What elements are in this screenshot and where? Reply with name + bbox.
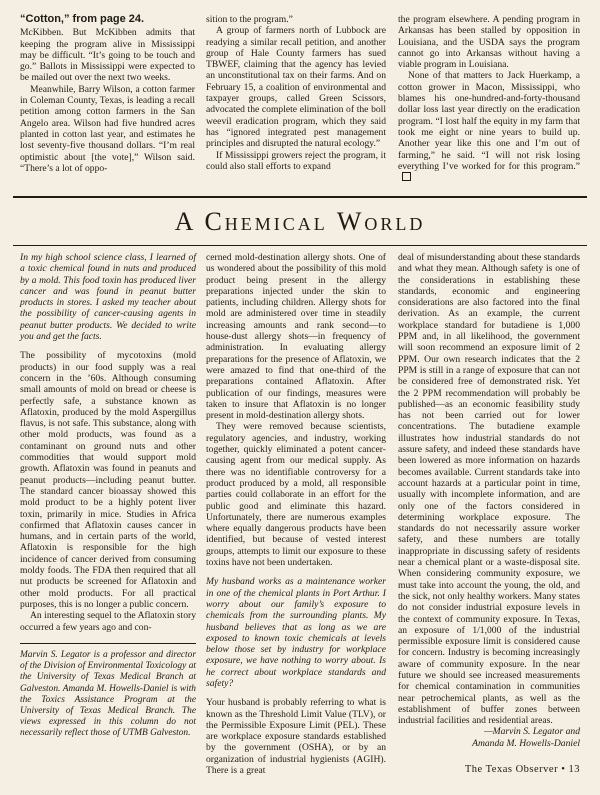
column-title: A Chemical World [174, 207, 426, 236]
answer-paragraph: An interesting sequel to the Aflatoxin story occurred a few years ago and con- [20, 610, 196, 633]
cotton-paragraph: sition to the program.” [206, 14, 293, 25]
cotton-paragraph: None of that matters to Jack Huerkamp, a cotton grower in Macon, Mississippi, who blames his one-hundred-and-forty-thousand dollar loss last year directly on the eradication program. “I lost half the equity in my farm that took me eight or nine years to build up. Another year like this one and I’m out of farming,” he said. “I will not risk losing everything I’ve worked for for this program.” [398, 70, 580, 183]
cotton-paragraph: A group of farmers north of Lubbock are readying a similar recall petition, and another group of Hale County farmers has sued TBWEF, claiming that the agency has levied an unconstitutional tax on their farms. And on February 15, a coalition of environmental and taxpayer groups, called Green Scissors, advocated the complete elimination of the boll weevil eradication program, which they said has “ignored integrated pest management principles and disrupted the natural ecology.” [206, 25, 386, 150]
answer-paragraph: They were removed because scientists, regulatory agencies, and industry, working together, quickly eliminated a potent cancer-causing agent from our medical supply. As there was no identifiable controversy for a product produced by a mold, all responsible parties could collaborate in an effort for the public good and eliminate this hazard. Unfortunately, there are numerous examples where equally dangerous products have been identified, but because of vested interest groups, attempts to limit our exposure to these toxins have not been undertaken. [206, 421, 386, 569]
section-divider [13, 196, 587, 198]
cotton-paragraph: Meanwhile, Barry Wilson, a cotton farmer in Coleman County, Texas, is leading a recall petition among cotton farmers in the San Angelo area. Wilson had five hundred acres planted in cotton last year, and estimates he lost seventy-five thousand dollars. “I’m real optimistic about [the vote],” Wilson said. “There’s a lot of oppo- [20, 83, 195, 174]
answer-paragraph: cerned mold-destination allergy shots. One of us wondered about the possibility of this mold product being present in the allergy preparations injected under the skin to patients, including children. Allergy shots for mold are administered over time in steadily increasing amounts and rank second—to house-dust allergy shots—in frequency of administration. In evaluating allergy preparations for the presence of Aflatoxin, we were amazed to find that one-third of the preparations contained Aflatoxin. After publication of our findings, measures were taken to insure that Aflatoxin is no longer present in mold-destination allergy shots. [206, 252, 386, 422]
answer-paragraph: Your husband is probably referring to what is known as the Threshold Limit Value (TLV), or the Permissible Exposure Limit (PEL). These are workplace exposure standards established by the government (OSHA), or by an organization of industrial hygienists (AGIH). There is a great [206, 697, 386, 777]
author-bio-text: Marvin S. Legator is a professor and director of the Division of Environmental Toxicology at the University of Texas Medical Branch at Galveston. Amanda M. Howells-Daniel is with the Toxics Assistance Program at the University of Texas Medical Branch. The views expressed in this column do not necessarily reflect those of UTMB Galveston. [20, 650, 196, 739]
continued-kicker: “Cotton,” from page 24. [20, 13, 145, 25]
title-underline [13, 245, 587, 246]
article-column-2 [206, 252, 386, 776]
article-column-1 [20, 252, 196, 633]
reader-question: My husband works as a maintenance worker in one of the chemical plants in Port Arthur. I worry about our family’s exposure to chemicals from the surrounding plants. My husband believes that as long as we are exposed to known toxic chemicals at levels below those set by industry for workplace exposure, we have nothing to worry about. Is he correct about workplace standards and safety? [206, 576, 386, 689]
signature-line-1: —Marvin S. Legator and [484, 726, 580, 738]
cotton-paragraph: If Mississippi growers reject the program, it could also stall efforts to expand [206, 149, 386, 172]
cotton-column-2 [206, 14, 386, 172]
cotton-column-3 [398, 14, 580, 183]
page-footer: The Texas Observer • 13 [464, 764, 580, 775]
answer-paragraph: deal of misunderstanding about these standards and what they mean. Although safety is one of the considerations in establishing these standards, economic and engineering considerations are also factored into the final derivation. As an example, the current workplace standard for butadiene is 1,000 PPM and, in all likelihood, the government will soon recommend an exposure limit of 2 PPM. Our own research indicates that the 2 PPM is still in a range of exposure that can not be considered free of demonstrated risk. Yet the 2 PPM recommendation will probably be published—as an economic feasibility study has not been carried out for lower concentrations. The butadiene example illustrates how industrial standards do not assure safety, and indeed these standards have been lowered as more information on hazards becomes available. Current standards take into account hazards at a particular point in time, usually with incomplete information, and are only one of the factors considered in determining workplace exposure. The standards do not necessarily assure worker safety, and these numbers are totally inappropriate in discussing safety of residents near a chemical plant or a waste-disposal site. When considering community exposure, we must take into account the young, the old, and the sick, not only healthy workers. Many states do not consider industrial exposure levels in the context of community exposure. In Texas, an exposure of 1/1,000 of the industrial permissible exposure limit is considered cause for concern. Industry is becoming increasingly aware of community exposure. In the near future we should see increased measurements for chemical contamination in communities near petrochemical plants, as well as the establishment of buffer zones between industrial facilities and residential areas. [398, 252, 580, 727]
article-column-3 [398, 252, 580, 749]
answer-paragraph: The possibility of mycotoxins (mold products) in our food supply was a real concern in the ’60s. Although consuming small amounts of mold on bread or cheese is perfectly safe, a substance known as Aflatoxin, produced by the mold Aspergillus flavus, is not safe. This substance, along with other mold products, was found as a contaminant on ground nuts and other commodities that would support mold growth. Aflatoxin was found in peanuts and peanut products—including peanut butter. The standard cancer bioassay showed this mold product to be a highly potent liver toxin, primarily in mice. Studies in Africa confirmed that Aflatoxin causes cancer in humans, and in certain parts of the world, Aflatoxin is responsible for the high incidence of cancer derived from consuming moldy foods. The FDA then required that all nut products be screened for Aflatoxin and other mold products. For all practical purposes, this is no longer a public concern. [20, 350, 196, 610]
cotton-column-1 [20, 14, 195, 174]
signature-line-2: Amanda M. Howells-Daniel [472, 737, 580, 749]
reader-question: In my high school science class, I learned of a toxic chemical found in nuts and produced by a mold. This food toxin has produced liver cancer and was found in peanut butter products in stores. I asked my teacher about the possibility of cancer-causing agents in peanut butter products. We decided to write you and get the facts. [20, 252, 196, 343]
cotton-paragraph: McKibben. But McKibben admits that keeping the program alive in Mississippi may be difficult. “It’s going to be touch and go.” Ballots in Mississippi were expected to be mailed out over the next two weeks. [20, 27, 195, 84]
author-bio [20, 650, 196, 740]
end-mark-icon [402, 172, 411, 181]
cotton-paragraph: the program elsewhere. A pending program in Arkansas has been stalled by opposition in Louisiana, and the USDA says the program cannot go into Arkansas without having a viable program in Louisiana. [398, 14, 580, 71]
bio-divider [20, 643, 196, 644]
